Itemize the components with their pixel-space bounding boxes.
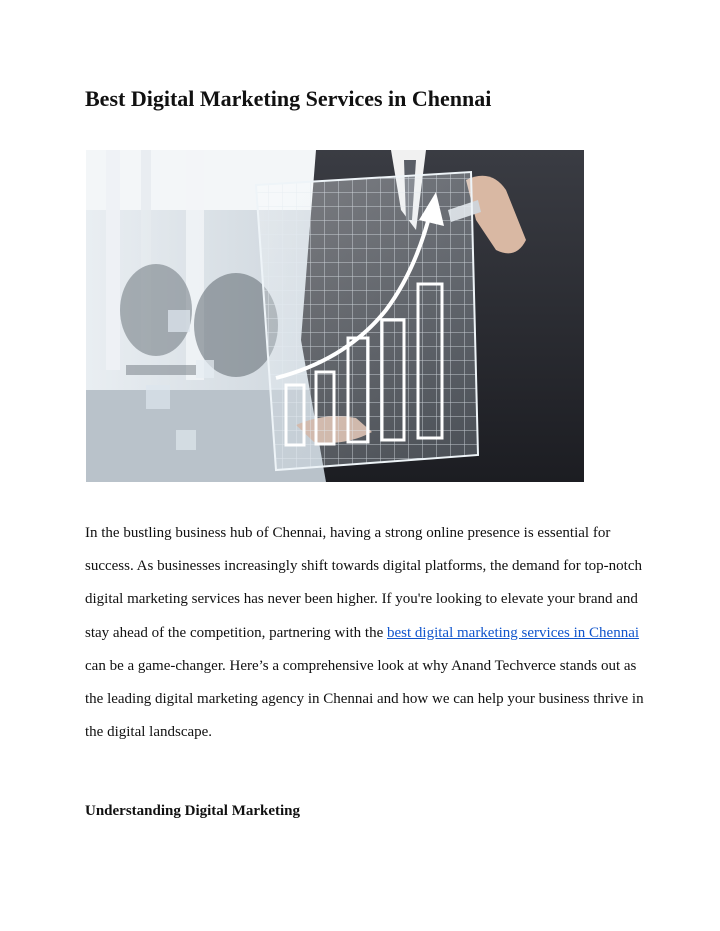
page-title: Best Digital Marketing Services in Chennai (85, 86, 492, 111)
best-digital-marketing-link[interactable]: best digital marketing services in Chennai (387, 624, 640, 641)
growth-chart-photo (86, 150, 584, 482)
intro-text-before: In the bustling business hub of Chennai, having a strong online presence is essential for success. As businesses increasingly shift towards digital platforms, the demand for top-notch digital marketing services has never been higher. If you're looking to elevate your brand and stay ahead of the competition, partnering with the (85, 525, 642, 641)
intro-text-after: can be a game-changer. Here’s a comprehensive look at why Anand Techverce stands out as the leading digital marketing agency in Chennai and how we can help your business thrive in the digital landscape. (85, 657, 644, 741)
section-heading: Understanding Digital Marketing (85, 803, 301, 819)
intro-paragraph (85, 517, 645, 749)
hero-image (86, 150, 584, 482)
